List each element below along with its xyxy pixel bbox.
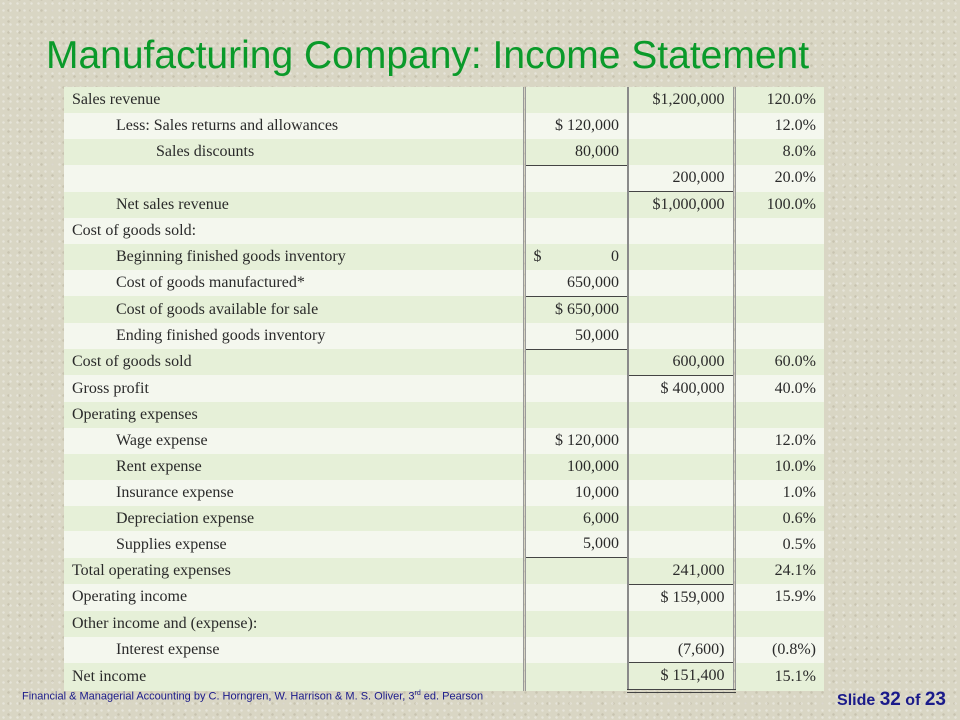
percent-col: 15.9% bbox=[734, 584, 824, 610]
amount-col-2 bbox=[628, 218, 734, 244]
percent-col: 1.0% bbox=[734, 480, 824, 506]
amount-col-2 bbox=[628, 506, 734, 532]
row-label: Gross profit bbox=[64, 375, 524, 401]
row-label: Ending finished goods inventory bbox=[64, 323, 524, 349]
amount-col-1: 80,000 bbox=[524, 139, 628, 165]
amount-col-2: $1,200,000 bbox=[628, 87, 734, 113]
amount-col-1: 6,000 bbox=[524, 506, 628, 532]
percent-col: 15.1% bbox=[734, 663, 824, 691]
amount-col-1: 100,000 bbox=[524, 454, 628, 480]
table-row bbox=[64, 270, 824, 296]
amount-col-1 bbox=[524, 349, 628, 375]
percent-col bbox=[734, 296, 824, 322]
amount-col-2: 241,000 bbox=[628, 558, 734, 584]
percent-col: (0.8%) bbox=[734, 637, 824, 663]
percent-col: 12.0% bbox=[734, 113, 824, 139]
amount-col-1: $ 120,000 bbox=[524, 428, 628, 454]
amount-col-1 bbox=[524, 375, 628, 401]
row-label: Other income and (expense): bbox=[64, 611, 524, 637]
amount-col-1: 10,000 bbox=[524, 480, 628, 506]
table-row bbox=[64, 218, 824, 244]
amount-col-2 bbox=[628, 480, 734, 506]
amount-col-2: $ 159,000 bbox=[628, 584, 734, 610]
slide-number bbox=[837, 689, 946, 711]
table-row bbox=[64, 139, 824, 165]
amount-col-1: 650,000 bbox=[524, 270, 628, 296]
percent-col: 40.0% bbox=[734, 375, 824, 401]
amount-col-1 bbox=[524, 402, 628, 428]
table-row bbox=[64, 428, 824, 454]
footer-text-2: ed. Pearson bbox=[420, 690, 484, 703]
amount-col-2: $1,000,000 bbox=[628, 192, 734, 218]
amount-col-2: $ 151,400 bbox=[628, 663, 734, 691]
row-label: Cost of goods sold bbox=[64, 349, 524, 375]
slide-prefix: Slide bbox=[837, 692, 880, 709]
amount-col-2 bbox=[628, 139, 734, 165]
table-row bbox=[64, 531, 824, 557]
row-label: Cost of goods available for sale bbox=[64, 296, 524, 322]
amount-col-1: $ 120,000 bbox=[524, 113, 628, 139]
table-row bbox=[64, 402, 824, 428]
amount-col-1 bbox=[524, 218, 628, 244]
percent-col bbox=[734, 611, 824, 637]
row-label: Insurance expense bbox=[64, 480, 524, 506]
percent-col: 20.0% bbox=[734, 165, 824, 191]
slide-title: Manufacturing Company: Income Statement bbox=[46, 34, 810, 77]
percent-col: 8.0% bbox=[734, 139, 824, 165]
amount-col-1 bbox=[524, 87, 628, 113]
amount-col-1 bbox=[524, 244, 628, 270]
table-row bbox=[64, 113, 824, 139]
table-row bbox=[64, 558, 824, 584]
income-statement-table bbox=[64, 87, 824, 693]
row-label: Depreciation expense bbox=[64, 506, 524, 532]
table-row bbox=[64, 584, 824, 610]
row-label: Wage expense bbox=[64, 428, 524, 454]
table-row bbox=[64, 454, 824, 480]
percent-col: 120.0% bbox=[734, 87, 824, 113]
amount-col-1 bbox=[524, 165, 628, 191]
table-row bbox=[64, 611, 824, 637]
amount-col-1 bbox=[524, 611, 628, 637]
amount-col-2 bbox=[628, 296, 734, 322]
percent-col: 0.5% bbox=[734, 531, 824, 557]
table-row bbox=[64, 663, 824, 691]
amount-col-1: $ 650,000 bbox=[524, 296, 628, 322]
percent-col: 10.0% bbox=[734, 454, 824, 480]
table-row bbox=[64, 244, 824, 270]
footer-superscript: rd bbox=[414, 690, 421, 697]
percent-col: 60.0% bbox=[734, 349, 824, 375]
table-row bbox=[64, 192, 824, 218]
percent-col bbox=[734, 402, 824, 428]
slide-current: 32 bbox=[879, 689, 901, 710]
amount-col-1: 5,000 bbox=[524, 531, 628, 557]
table-row bbox=[64, 375, 824, 401]
dollar-sign: $ bbox=[533, 247, 542, 265]
row-label: Supplies expense bbox=[64, 531, 524, 557]
row-label: Less: Sales returns and allowances bbox=[64, 113, 524, 139]
table-row bbox=[64, 480, 824, 506]
row-label: Net income bbox=[64, 663, 524, 691]
table-row bbox=[64, 165, 824, 191]
row-label: Rent expense bbox=[64, 454, 524, 480]
amount-col-1 bbox=[524, 637, 628, 663]
amount-col-2 bbox=[628, 454, 734, 480]
footer-citation bbox=[22, 690, 483, 703]
amount-col-2 bbox=[628, 531, 734, 557]
percent-col bbox=[734, 244, 824, 270]
row-label: Beginning finished goods inventory bbox=[64, 244, 524, 270]
amount-col-1 bbox=[524, 558, 628, 584]
percent-col bbox=[734, 218, 824, 244]
table-row bbox=[64, 637, 824, 663]
row-label: Total operating expenses bbox=[64, 558, 524, 584]
amount-value: 0 bbox=[611, 247, 619, 265]
footer-text: Financial & Managerial Accounting by C. Horngren, W. Harrison & M. S. Oliver, 3 bbox=[22, 690, 415, 703]
row-label: Operating expenses bbox=[64, 402, 524, 428]
amount-col-1 bbox=[524, 192, 628, 218]
amount-col-2 bbox=[628, 244, 734, 270]
row-label: Cost of goods manufactured* bbox=[64, 270, 524, 296]
amount-col-1 bbox=[524, 663, 628, 691]
row-label: Cost of goods sold: bbox=[64, 218, 524, 244]
amount-col-1 bbox=[524, 584, 628, 610]
amount-col-2: $ 400,000 bbox=[628, 375, 734, 401]
amount-col-2 bbox=[628, 270, 734, 296]
row-label bbox=[64, 165, 524, 191]
row-label: Interest expense bbox=[64, 637, 524, 663]
row-label: Operating income bbox=[64, 584, 524, 610]
row-label: Sales revenue bbox=[64, 87, 524, 113]
table-row bbox=[64, 506, 824, 532]
amount-col-2 bbox=[628, 113, 734, 139]
percent-col bbox=[734, 323, 824, 349]
amount-col-2 bbox=[628, 402, 734, 428]
percent-col: 0.6% bbox=[734, 506, 824, 532]
slide-total: 23 bbox=[924, 689, 946, 710]
table-row bbox=[64, 323, 824, 349]
amount-col-2: 200,000 bbox=[628, 165, 734, 191]
percent-col: 24.1% bbox=[734, 558, 824, 584]
amount-col-1: 50,000 bbox=[524, 323, 628, 349]
row-label: Net sales revenue bbox=[64, 192, 524, 218]
amount-col-2: (7,600) bbox=[628, 637, 734, 663]
table-row bbox=[64, 349, 824, 375]
table-row bbox=[64, 296, 824, 322]
percent-col: 100.0% bbox=[734, 192, 824, 218]
amount-col-2 bbox=[628, 323, 734, 349]
row-label: Sales discounts bbox=[64, 139, 524, 165]
amount-col-2 bbox=[628, 611, 734, 637]
amount-col-2 bbox=[628, 428, 734, 454]
percent-col: 12.0% bbox=[734, 428, 824, 454]
table-row bbox=[64, 87, 824, 113]
slide-of: of bbox=[900, 692, 925, 709]
percent-col bbox=[734, 270, 824, 296]
amount-col-2: 600,000 bbox=[628, 349, 734, 375]
